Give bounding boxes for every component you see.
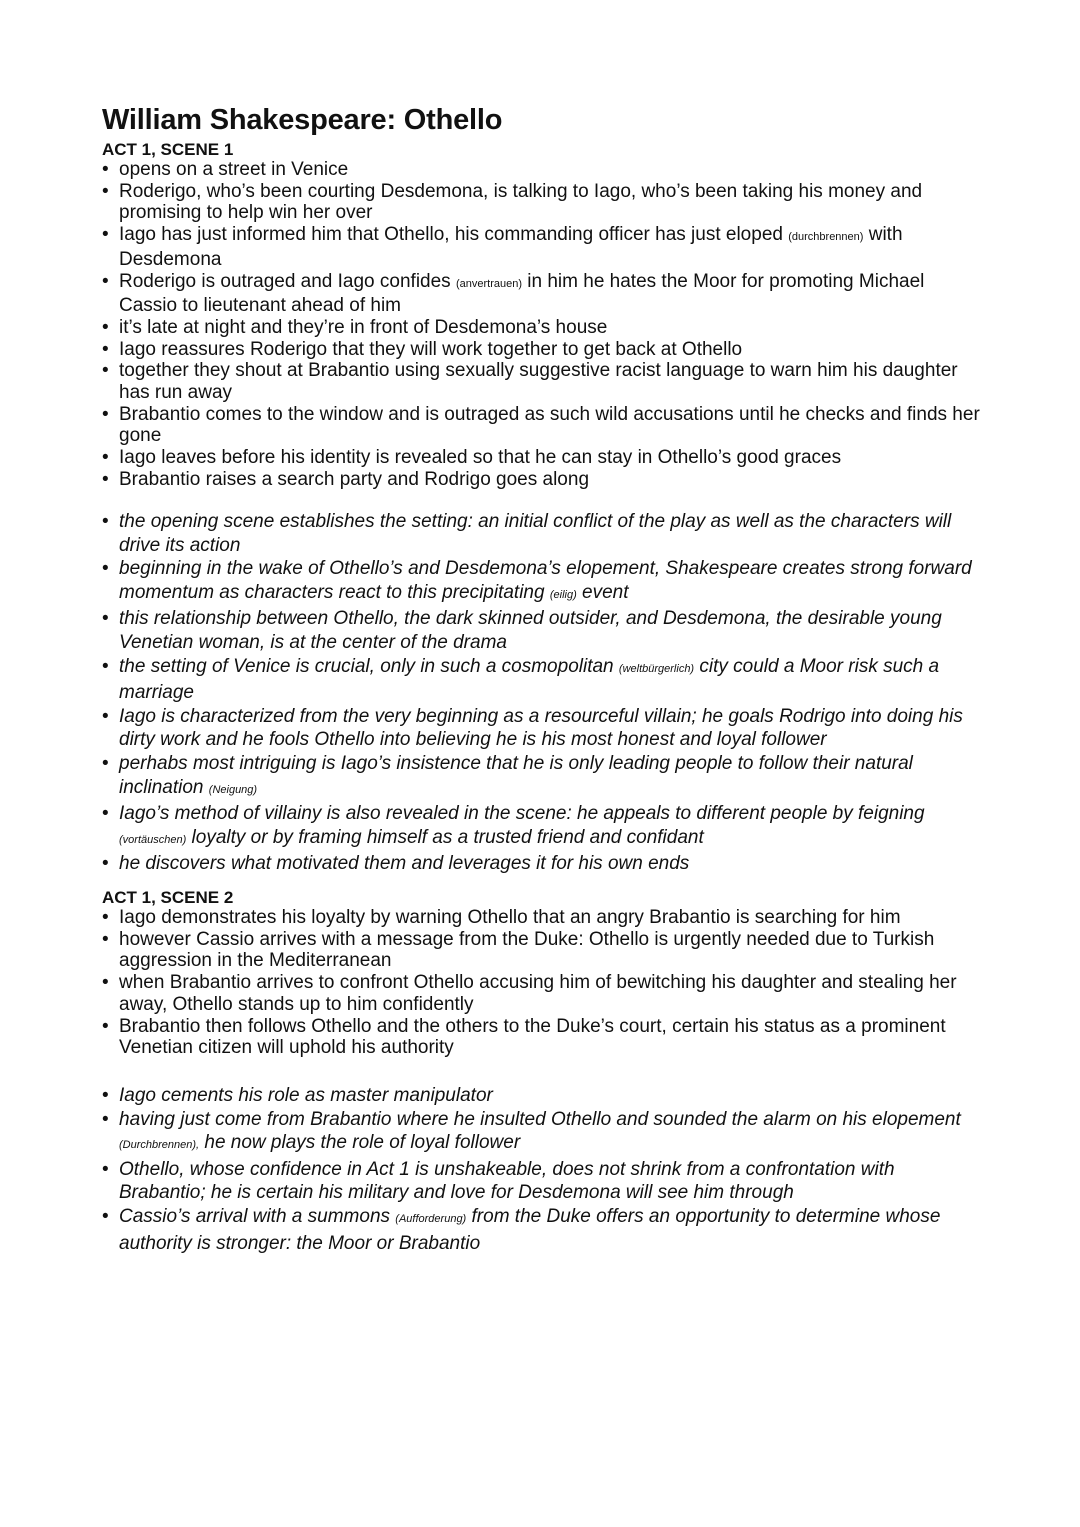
german-gloss: (Durchbrennen),	[119, 1139, 200, 1152]
bullet-text: Iago is characterized from the very beginning as a resourceful villain; he goals Rodrigo into doing his dirty work and he fools Othello into believing he is his most honest and loyal follower	[119, 705, 963, 751]
bullet-text: Brabantio then follows Othello and the others to the Duke’s court, certain his status as a prominent Venetian citizen will uphold his authority	[119, 1015, 946, 1059]
bullet-item	[102, 447, 982, 469]
bullet-text: Brabantio comes to the window and is outraged as such wild accusations until he checks and finds her gone	[119, 403, 980, 447]
bullet-text-continued: in him he hates the Moor for promoting Michael Cassio to lieutenant ahead of him	[119, 270, 925, 317]
german-gloss: (Neigung)	[208, 783, 258, 796]
act1-scene1-analysis-list	[102, 510, 982, 876]
bullet-text-continued: he now plays the role of loyal follower	[204, 1132, 521, 1154]
bullet-item	[102, 1084, 982, 1108]
bullet-text-continued: loyalty or by framing himself as a trusted friend and confidant	[191, 826, 704, 848]
bullet-item	[102, 339, 982, 361]
bullet-item	[102, 181, 982, 224]
bullet-text-continued: city could a Moor risk such a marriage	[119, 655, 940, 704]
bullet-text: Roderigo is outraged and Iago confides	[119, 270, 451, 292]
bullet-item	[102, 1158, 982, 1205]
bullet-item	[102, 317, 982, 339]
bullet-text: the setting of Venice is crucial, only in such a cosmopolitan	[119, 655, 614, 677]
bullet-item	[102, 271, 982, 317]
bullet-text: Roderigo, who’s been courting Desdemona, is talking to Iago, who’s been taking his money and promising to help win her over	[119, 180, 923, 224]
act1-scene1-summary-list	[102, 159, 982, 491]
bullet-item	[102, 705, 982, 752]
german-gloss: (weltbürgerlich)	[618, 662, 695, 675]
german-gloss: (vortäuschen)	[119, 833, 187, 846]
bullet-text: however Cassio arrives with a message from the Duke: Othello is urgently needed due to Turkish aggression in the Mediterranean	[119, 928, 935, 972]
bullet-text: Iago leaves before his identity is revealed so that he can stay in Othello’s good graces	[119, 447, 842, 469]
bullet-text: when Brabantio arrives to confront Othello accusing him of bewitching his daughter and stealing her away, Othello stands up to him confidently	[119, 972, 957, 1015]
bullet-text: perhabs most intriguing is Iago’s insistence that he is only leading people to follow their natural inclination	[119, 752, 913, 798]
bullet-item	[102, 1108, 982, 1158]
bullet-text: Iago’s method of villainy is also revealed in the scene: he appeals to different people by feigning	[119, 803, 925, 825]
german-gloss: (eilig)	[549, 588, 577, 601]
bullet-item	[102, 607, 982, 654]
bullet-item	[102, 404, 982, 447]
bullet-text: Othello, whose confidence in Act 1 is unshakeable, does not shrink from a confrontation with Brabantio; he is certain his military and love for Desdemona will see him through	[119, 1158, 895, 1204]
bullet-text: Iago cements his role as master manipulator	[119, 1085, 493, 1106]
bullet-item	[102, 469, 982, 491]
bullet-text: Iago demonstrates his loyalty by warning Othello that an angry Brabantio is searching for him	[119, 907, 901, 928]
bullet-item	[102, 510, 982, 557]
act1-scene2-summary-list	[102, 907, 982, 1059]
bullet-item	[102, 360, 982, 403]
bullet-text-continued: from the Duke offers an opportunity to determine whose authority is stronger: the Moor or Brabantio	[119, 1205, 941, 1254]
bullet-text: together they shout at Brabantio using sexually suggestive racist language to warn him his daughter has run away	[119, 360, 958, 404]
bullet-text: this relationship between Othello, the dark skinned outsider, and Desdemona, the desirable young Venetian woman, is at the center of the drama	[119, 608, 942, 653]
bullet-text: opens on a street in Venice	[119, 159, 349, 180]
act1-scene2-analysis-list	[102, 1084, 982, 1255]
bullet-item	[102, 802, 982, 852]
bullet-text: the opening scene establishes the setting: an initial conflict of the play as well as the characters will drive its action	[119, 511, 952, 556]
bullet-item	[102, 159, 982, 181]
bullet-text: Iago has just informed him that Othello, his commanding officer has just eloped	[119, 224, 783, 246]
bullet-text: Iago reassures Roderigo that they will work together to get back at Othello	[119, 338, 743, 360]
bullet-text-continued: event	[582, 581, 629, 603]
bullet-item	[102, 907, 982, 929]
german-gloss: (durchbrennen)	[788, 231, 864, 244]
bullet-item	[102, 224, 982, 270]
bullet-text: he discovers what motivated them and leverages it for his own ends	[119, 853, 690, 875]
page-title: William Shakespeare: Othello	[102, 104, 503, 136]
bullet-item	[102, 929, 982, 972]
bullet-item	[102, 655, 982, 705]
bullet-item	[102, 972, 982, 1015]
bullet-text: Cassio’s arrival with a summons	[119, 1205, 391, 1227]
bullet-item	[102, 557, 982, 607]
bullet-text: Brabantio raises a search party and Rodrigo goes along	[119, 468, 590, 490]
bullet-text-continued: with Desdemona	[119, 224, 903, 270]
bullet-text: it’s late at night and they’re in front of Desdemona’s house	[119, 316, 608, 338]
bullet-item	[102, 852, 982, 876]
german-gloss: (Aufforderung)	[395, 1212, 467, 1225]
german-gloss: (anvertrauen)	[455, 277, 523, 290]
bullet-item	[102, 752, 982, 802]
bullet-item	[102, 1016, 982, 1059]
act1-scene2-heading: ACT 1, SCENE 2	[102, 888, 234, 907]
bullet-text: beginning in the wake of Othello’s and Desdemona’s elopement, Shakespeare creates strong forward momentum as characters react to this precipitating	[119, 558, 972, 603]
act1-scene1-heading: ACT 1, SCENE 1	[102, 140, 234, 159]
bullet-item	[102, 1205, 982, 1255]
bullet-text: having just come from Brabantio where he insulted Othello and sounded the alarm on his elopement	[119, 1108, 961, 1130]
